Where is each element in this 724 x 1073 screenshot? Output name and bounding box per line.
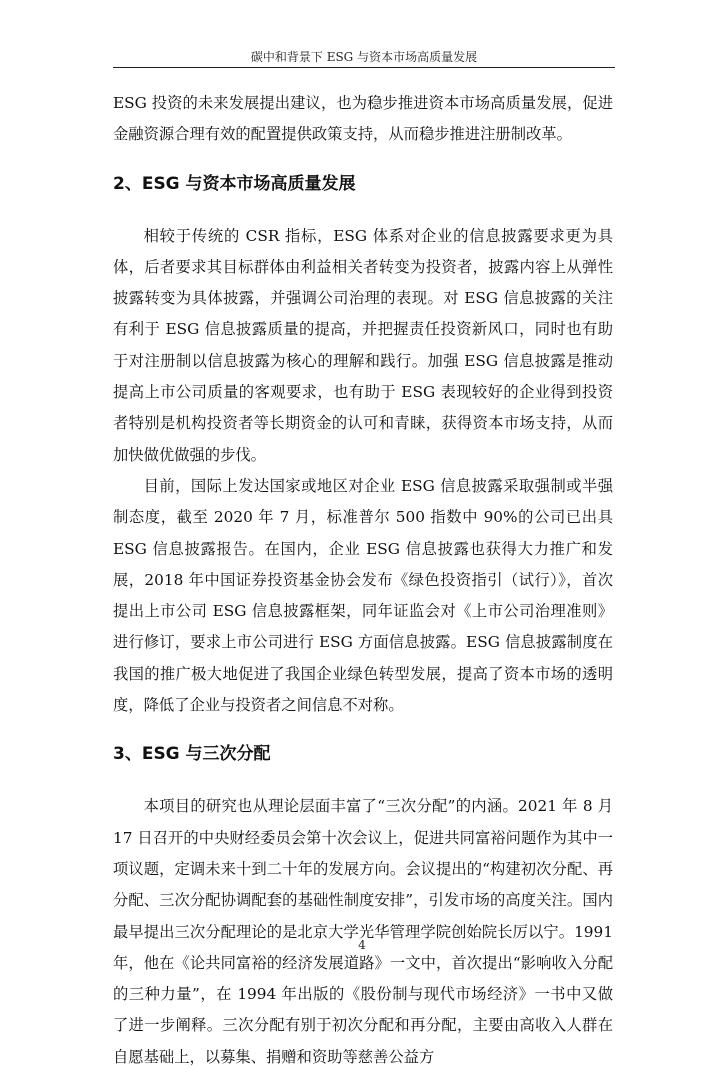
section-2-paragraph-1: 相较于传统的 CSR 指标，ESG 体系对企业的信息披露要求更为具体，后者要求其目标群体由利益相关者转变为投资者，披露内容上从弹性披露转变为具体披露，并强调公司治理的表现。对 ESG 信息披露的关注有利于 ESG 信息披露质量的提高，并把握责任投资新风口，同时也有助于对注册制以信息披露为核心的理解和践行。加强 ESG 信息披露是推动提高上市公司质量的客观要求，也有助于 ESG 表现较好的企业得到投资者特别是机构投资者等长期资金的认可和青睐，获得资本市场支持，从而加快做优做强的步伐。	[113, 226, 613, 464]
running-header: 碳中和背景下 ESG 与资本市场高质量发展	[250, 50, 478, 64]
section-3-heading: 3、ESG 与三次分配	[113, 744, 271, 765]
section-2-heading: 2、ESG 与资本市场高质量发展	[113, 173, 356, 194]
intro-paragraph: ESG 投资的未来发展提出建议，也为稳步推进资本市场高质量发展，促进金融资源合理有效的配置提供政策支持，从而稳步推进注册制改革。	[113, 94, 613, 144]
page-number: 4	[358, 938, 366, 952]
page-content	[113, 88, 613, 1073]
section-2-paragraph-2: 目前，国际上发达国家或地区对企业 ESG 信息披露采取强制或半强制态度，截至 2020 年 7 月，标准普尔 500 指数中 90%的公司已出具 ESG 信息披露报告。在国内，企业 ESG 信息披露也获得大力推广和发展，2018 年中国证券投资基金协会发布《绿色投资指引（试行）》，首次提出上市公司 ESG 信息披露框架，同年证监会对《上市公司治理准则》进行修订，要求上市公司进行 ESG 方面信息披露。ESG 信息披露制度在我国的推广极大地促进了我国企业绿色转型发展，提高了资本市场的透明度，降低了企业与投资者之间信息不对称。	[113, 476, 613, 715]
section-3-paragraph-1: 本项目的研究也从理论层面丰富了“三次分配”的内涵。2021 年 8 月 17 日召开的中央财经委员会第十次会议上，促进共同富裕问题作为其中一项议题，定调未来十到二十年的发展方向。会议提出的“构建初次分配、再分配、三次分配协调配套的基础性制度安排”，引发市场的高度关注。国内最早提出三次分配理论的是北京大学光华管理学院创始院长厉以宁。1991 年，他在《论共同富裕的经济发展道路》一文中，首次提出“影响收入分配的三种力量”，在 1994 年出版的《股份制与现代市场经济》一书中又做了进一步阐释。三次分配有别于初次分配和再分配，主要由高收入人群在自愿基础上，以募集、捐赠和资助等慈善公益方	[113, 797, 613, 1066]
header-rule	[113, 67, 615, 68]
